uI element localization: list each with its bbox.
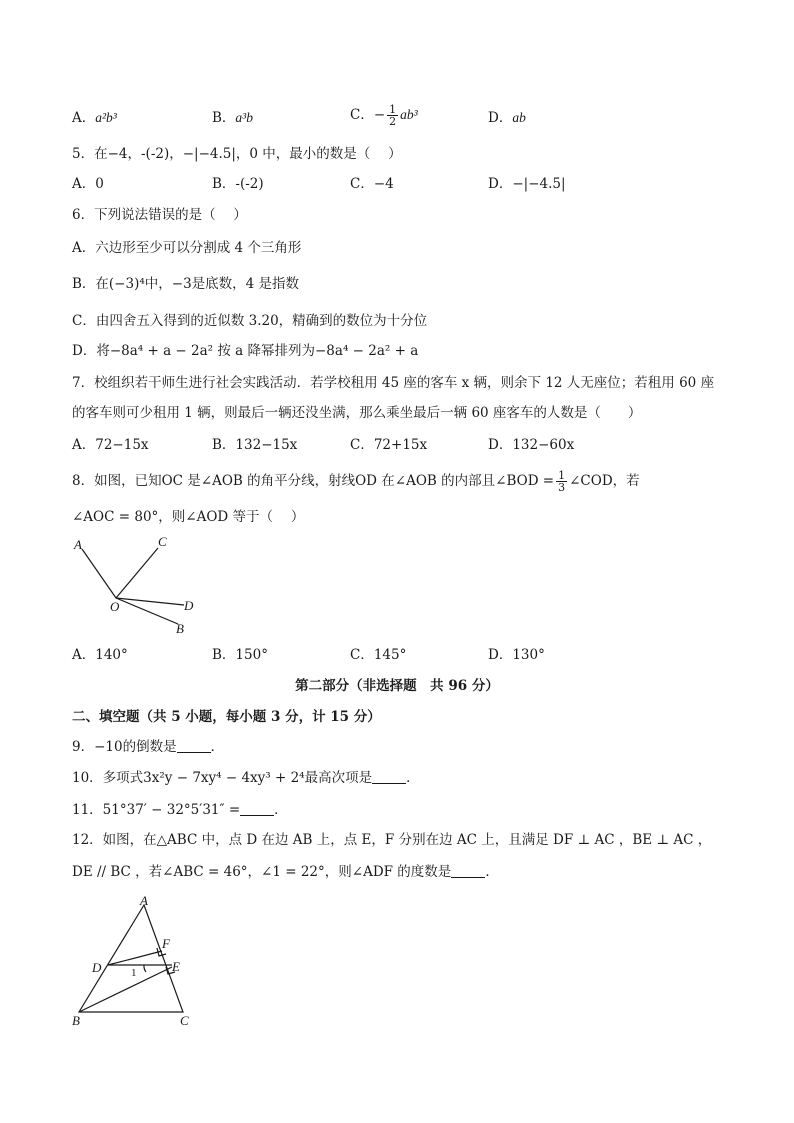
option-value: ab xyxy=(512,110,526,125)
label-a: A xyxy=(74,537,82,552)
q8-stem-line-2: ∠AOC = 80°，则∠AOD 等于（ ） xyxy=(72,509,305,525)
q12-stem-line-1: 12．如图，在△ABC 中，点 D 在边 AB 上，点 E，F 分别在边 AC 上，且满足 DF ⊥ AC ，BE ⊥ AC ， xyxy=(72,832,712,848)
option-value: 0 xyxy=(95,176,104,192)
option-value: 130° xyxy=(512,647,545,663)
q11 xyxy=(72,800,288,820)
q8-angle-figure xyxy=(60,532,220,637)
q7-stem-line-2: 的客车则可少租用 1 辆，则最后一辆还没坐满，那么乘坐最后一辆 60 座客车的人数是（ ） xyxy=(72,405,642,421)
q8-stem-text: 8．如图，已知OC 是∠AOB 的角平分线，射线OD 在∠AOB 的内部且∠BOD = xyxy=(72,473,555,489)
ray-od xyxy=(116,598,184,605)
option-value: 132−15x xyxy=(235,437,298,453)
q7-option-d xyxy=(488,435,574,455)
option-label: B． xyxy=(212,176,236,192)
option-value: 145° xyxy=(373,647,407,663)
option-label: A． xyxy=(72,110,96,126)
option-label: C． xyxy=(350,107,374,123)
option-value: 140° xyxy=(95,647,128,663)
label-b: B xyxy=(72,1013,80,1027)
label-o: O xyxy=(110,599,120,614)
option-value: -(-2) xyxy=(235,176,264,192)
q6-option-b: B．在(−3)⁴中，−3是底数，4 是指数 xyxy=(72,276,300,292)
q7-option-b xyxy=(212,435,297,455)
option-value: a³b xyxy=(235,110,253,125)
angle-1-arc xyxy=(144,965,146,972)
option-label: B． xyxy=(212,437,236,453)
q5-option-a xyxy=(72,174,104,194)
part-two-title: 第二部分（非选择题 共 96 分） xyxy=(295,678,499,694)
option-value: ab³ xyxy=(400,107,418,122)
label-e: E xyxy=(172,959,180,974)
option-label: C． xyxy=(350,176,374,192)
q12-triangle-figure xyxy=(66,892,206,1027)
option-value: 72+15x xyxy=(373,437,428,453)
option-label: D． xyxy=(488,110,513,126)
q4-option-a xyxy=(72,108,117,128)
q12-stem-line-2 xyxy=(72,862,499,882)
option-label: A． xyxy=(72,437,96,453)
q12-answer-blank[interactable] xyxy=(451,863,485,878)
fraction-one-third: $\frac{1}{3}$ xyxy=(558,469,566,494)
ray-oc xyxy=(116,548,158,598)
q9-answer-blank[interactable] xyxy=(177,738,211,753)
q5-option-b xyxy=(212,174,264,194)
label-d: D xyxy=(92,960,102,975)
q7-option-c xyxy=(350,435,427,455)
q10 xyxy=(72,768,420,788)
q12-text: DE // BC ，若∠ABC = 46°，∠1 = 22°，则∠ADF 的度数是 xyxy=(72,864,452,880)
option-value: −4 xyxy=(373,176,394,192)
q6-stem: 6．下列说法错误的是（ ） xyxy=(72,207,247,223)
label-a: A xyxy=(140,893,148,908)
option-label: D． xyxy=(488,647,513,663)
q8-option-a xyxy=(72,645,128,665)
q5-option-d xyxy=(488,174,566,194)
option-label: C． xyxy=(350,437,374,453)
label-c: C xyxy=(180,1013,189,1027)
q4-option-d xyxy=(488,108,526,128)
q11-text: 11．51°37′ − 32°5′31″ = xyxy=(72,802,241,818)
q9-text: 9．−10的倒数是 xyxy=(72,739,177,755)
option-value: 132−60x xyxy=(512,437,575,453)
q12-end: ． xyxy=(485,864,499,880)
option-label: B． xyxy=(212,647,236,663)
q8-option-d xyxy=(488,645,545,665)
label-f: F xyxy=(162,936,170,951)
q10-text: 10．多项式3x²y − 7xy⁴ − 4xy³ + 2⁴最高次项是 xyxy=(72,770,373,786)
fraction-one-half: $\frac{1}{2}$ xyxy=(389,103,397,128)
label-b: B xyxy=(176,621,184,636)
option-value: −|−4.5| xyxy=(512,176,566,192)
segment-df xyxy=(108,951,162,965)
q4-option-b xyxy=(212,108,253,128)
label-c: C xyxy=(158,534,167,549)
option-label: D． xyxy=(488,176,513,192)
q4-option-c: C．− $\frac{1}{2}$ ab³ xyxy=(350,103,418,128)
ray-ob xyxy=(116,598,178,624)
q8-option-c xyxy=(350,645,406,665)
q6-option-d: D．将−8a⁴ + a − 2a² 按 a 降幂排列为−8a⁴ − 2a² + a xyxy=(72,343,419,359)
option-value: 150° xyxy=(235,647,268,663)
option-label: A． xyxy=(72,176,96,192)
q11-answer-blank[interactable] xyxy=(240,801,274,816)
q8-stem-line-1 xyxy=(72,470,640,493)
option-label: C． xyxy=(350,647,374,663)
q9 xyxy=(72,737,224,757)
option-value: 72−15x xyxy=(95,437,149,453)
q9-end: ． xyxy=(210,739,225,755)
q8-stem-text-end: ∠COD，若 xyxy=(569,473,640,489)
label-d: D xyxy=(184,598,194,613)
option-label: D． xyxy=(488,437,513,453)
q10-answer-blank[interactable] xyxy=(372,769,406,784)
q8-option-b xyxy=(212,645,268,665)
option-label: B． xyxy=(212,110,236,126)
q11-end: ． xyxy=(274,802,288,818)
q6-option-c: C．由四舍五入得到的近似数 3.20，精确到的数位为十分位 xyxy=(72,313,428,329)
q7-stem-line-1: 7．校组织若干师生进行社会实践活动．若学校租用 45 座的客车 x 辆，则余下 12 人无座位；若租用 60 座 xyxy=(72,375,715,391)
label-angle-1: 1 xyxy=(131,967,137,979)
q5-stem: 5．在−4，-(-2)，−|−4.5|，0 中，最小的数是（ ） xyxy=(72,146,402,162)
section-two-title: 二、填空题（共 5 小题，每小题 3 分，计 15 分） xyxy=(72,709,381,725)
option-value: a²b³ xyxy=(95,110,117,125)
q5-option-c xyxy=(350,174,394,194)
ray-oa xyxy=(82,549,116,598)
q7-option-a xyxy=(72,435,149,455)
option-label: A． xyxy=(72,647,96,663)
q10-end: ． xyxy=(406,770,420,786)
q6-option-a: A．六边形至少可以分割成 4 个三角形 xyxy=(72,240,302,256)
